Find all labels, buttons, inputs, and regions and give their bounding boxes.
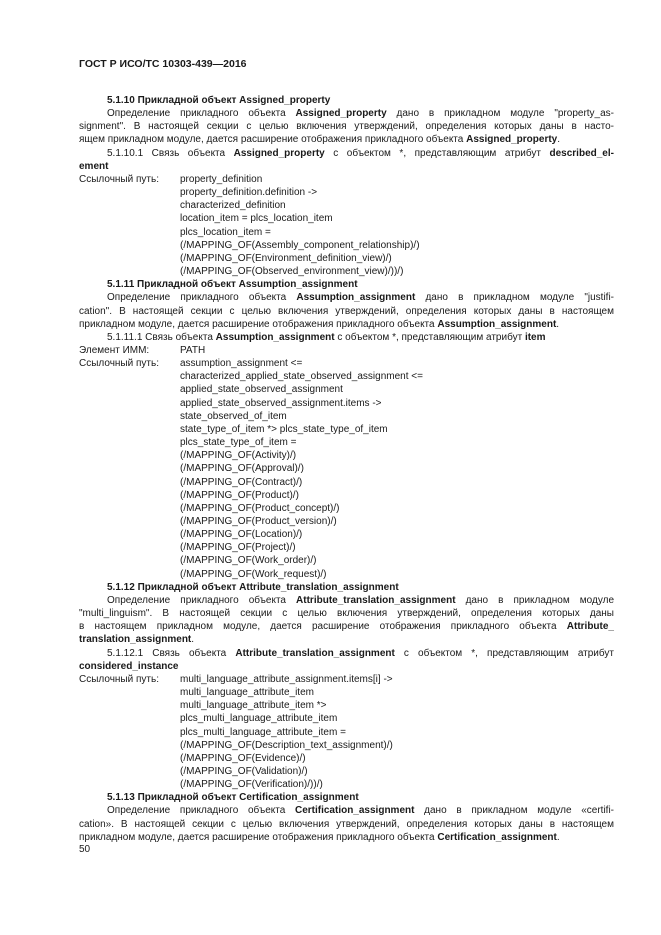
path-line: plcs_multi_language_attribute_item = bbox=[180, 726, 346, 738]
path-line: state_observed_of_item bbox=[180, 410, 287, 422]
paragraph-line: "multi_linguism". В настоящей секции с целью включения утверждений, определения которых даны bbox=[79, 608, 614, 620]
section-heading: 5.1.11 Прикладной объект Assumption_assignment bbox=[107, 279, 358, 291]
path-line: (/MAPPING_OF(Description_text_assignment)/) bbox=[180, 739, 393, 751]
path-line: (/MAPPING_OF(Assembly_component_relationship)/) bbox=[180, 239, 420, 251]
paragraph-line: cation». В настоящей секции с целью включения утверждений, определения которых даны в настоящем bbox=[79, 818, 614, 830]
path-line: multi_language_attribute_item *> bbox=[180, 700, 327, 712]
section-certification-assignment bbox=[79, 791, 614, 844]
paragraph-line: translation_assignment. bbox=[79, 634, 195, 646]
path-line: property_definition.definition -> bbox=[180, 187, 318, 199]
section-attribute-translation-assignment bbox=[79, 581, 614, 792]
paragraph-line: Определение прикладного объекта Certification_assignment дано в прикладном модуле «certifi- bbox=[107, 805, 614, 817]
path-line: plcs_multi_language_attribute_item bbox=[180, 713, 338, 725]
reference-path-row bbox=[79, 357, 614, 370]
path-line: (/MAPPING_OF(Verification)/))/) bbox=[180, 779, 323, 791]
subsection-line: 5.1.11.1 Связь объекта Assumption_assignment с объектом *, представляющим атрибут item bbox=[107, 331, 546, 343]
path-line: (/MAPPING_OF(Evidence)/) bbox=[180, 752, 306, 764]
paragraph-line: прикладном модуле, дается расширение отображения прикладного объекта Assumption_assignment. bbox=[79, 318, 560, 330]
path-line: applied_state_observed_assignment.items -> bbox=[180, 397, 382, 409]
paragraph-line: Определение прикладного объекта Assumption_assignment дано в прикладном модуле "justifi- bbox=[107, 292, 615, 304]
imm-element-value: PATH bbox=[180, 344, 206, 356]
path-line: (/MAPPING_OF(Work_order)/) bbox=[180, 555, 317, 567]
reference-path-label: Ссылочный путь: bbox=[79, 358, 159, 370]
reference-path-label: Ссылочный путь: bbox=[79, 673, 159, 685]
reference-path-label: Ссылочный путь: bbox=[79, 173, 159, 185]
section-assumption-assignment bbox=[79, 278, 614, 581]
section-heading: 5.1.12 Прикладной объект Attribute_translation_assignment bbox=[107, 581, 399, 593]
path-line: (/MAPPING_OF(Project)/) bbox=[180, 542, 296, 554]
section-assigned-property bbox=[79, 94, 614, 278]
document-header: ГОСТ Р ИСО/ТС 10303-439—2016 bbox=[79, 58, 247, 70]
subsection-line: 5.1.10.1 Связь объекта Assigned_property с объектом *, представляющим атрибут described_el- bbox=[107, 147, 614, 159]
reference-path-row bbox=[79, 673, 614, 686]
section-heading: 5.1.10 Прикладной объект Assigned_property bbox=[107, 95, 331, 106]
path-line: applied_state_observed_assignment bbox=[180, 384, 343, 396]
subsection-line: 5.1.12.1 Связь объекта Attribute_translation_assignment с объектом *, представляющим атрибут bbox=[107, 647, 614, 659]
imm-element-label: Элемент ИММ: bbox=[79, 344, 150, 356]
path-line: plcs_location_item = bbox=[180, 226, 271, 238]
path-line: (/MAPPING_OF(Location)/) bbox=[180, 529, 303, 541]
path-line: assumption_assignment <= bbox=[180, 358, 303, 370]
path-line: characterized_definition bbox=[180, 200, 286, 212]
section-heading: 5.1.13 Прикладной объект Certification_assignment bbox=[107, 792, 359, 804]
path-line: (/MAPPING_OF(Validation)/) bbox=[180, 765, 308, 777]
paragraph-line: в настоящем прикладном модуле, дается расширение отображения прикладного объекта Attribute_ bbox=[79, 621, 614, 633]
path-line: plcs_state_type_of_item = bbox=[180, 437, 297, 449]
path-line: (/MAPPING_OF(Contract)/) bbox=[180, 476, 303, 488]
subsection-line: ement bbox=[79, 160, 109, 172]
path-line: (/MAPPING_OF(Environment_definition_view)/) bbox=[180, 252, 392, 264]
path-line: multi_language_attribute_assignment.items[i] -> bbox=[180, 673, 393, 685]
path-line: (/MAPPING_OF(Product_version)/) bbox=[180, 516, 337, 527]
paragraph-line: ящем прикладном модуле, дается расширение отображения прикладного объекта Assigned_property. bbox=[79, 134, 561, 146]
path-line: (/MAPPING_OF(Product)/) bbox=[180, 489, 299, 501]
path-line: location_item = plcs_location_item bbox=[180, 213, 333, 225]
path-line: (/MAPPING_OF(Product_concept)/) bbox=[180, 502, 340, 514]
path-line: state_type_of_item *> plcs_state_type_of_item bbox=[180, 423, 388, 435]
path-line: characterized_applied_state_observed_assignment <= bbox=[180, 371, 423, 383]
imm-element-row bbox=[79, 344, 614, 357]
paragraph-line: Определение прикладного объекта Attribute_translation_assignment дано в прикладном модуле bbox=[107, 594, 615, 606]
path-line: (/MAPPING_OF(Observed_environment_view)/))/) bbox=[180, 266, 404, 278]
path-line: multi_language_attribute_item bbox=[180, 687, 314, 699]
path-line: property_definition bbox=[180, 173, 263, 185]
paragraph-line: прикладном модуле, дается расширение отображения прикладного объекта Certification_assignment. bbox=[79, 831, 560, 843]
reference-path-row bbox=[79, 173, 614, 186]
page-number: 50 bbox=[79, 844, 91, 855]
paragraph-line: cation". В настоящей секции с целью включения утверждений, определения которых даны в настоящем bbox=[79, 305, 614, 317]
path-line: (/MAPPING_OF(Work_request)/) bbox=[180, 568, 327, 580]
path-line: (/MAPPING_OF(Activity)/) bbox=[180, 450, 297, 462]
path-line: (/MAPPING_OF(Approval)/) bbox=[180, 463, 304, 475]
paragraph-line: signment". В настоящей секции с целью включения утверждений, определения которых даны в насто- bbox=[79, 121, 614, 133]
subsection-line: considered_instance bbox=[79, 660, 179, 672]
paragraph-line: Определение прикладного объекта Assigned_property дано в прикладном модуле "property_as- bbox=[107, 108, 615, 120]
document-body bbox=[79, 94, 614, 844]
